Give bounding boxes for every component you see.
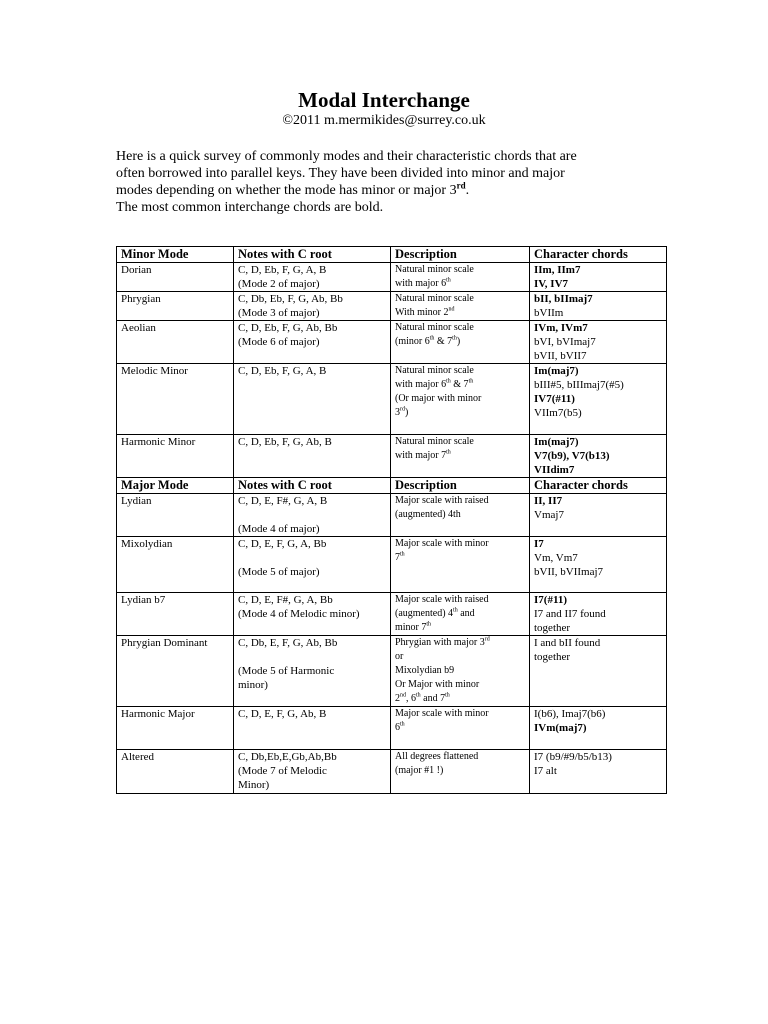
minor-header-notes: Notes with C root: [234, 247, 391, 263]
chord-line: Im(maj7): [534, 365, 579, 377]
chords-cell: [530, 537, 667, 593]
description-cell: [391, 707, 530, 750]
notes-line: (Mode 4 of Melodic minor): [238, 608, 360, 620]
ordinal-superscript: rd: [484, 636, 490, 643]
chords-cell: [530, 321, 667, 364]
description-line: [395, 664, 525, 678]
ordinal-superscript: th: [426, 621, 432, 628]
mode-name-cell: [117, 593, 234, 636]
chord-line: bVII, bVII7: [534, 350, 587, 362]
description-text: minor 7: [395, 622, 427, 633]
mode-name-cell: [117, 494, 234, 537]
description-line: [395, 292, 525, 306]
notes-line: (Mode 6 of major): [238, 336, 320, 348]
description-line: [395, 636, 525, 650]
description-text: with major 6: [395, 278, 447, 289]
notes-cell: [234, 750, 391, 794]
mode-name: Aeolian: [121, 322, 156, 334]
chord-line: together: [534, 651, 571, 663]
description-text: (Or major with minor: [395, 393, 482, 404]
notes-cell: [234, 321, 391, 364]
notes-line: C, D, Eb, F, G, Ab, B: [238, 436, 332, 448]
notes-line: C, D, E, F, G, A, Bb: [238, 538, 327, 550]
major-header-chords: Character chords: [530, 478, 667, 494]
notes-cell: [234, 364, 391, 435]
description-text: Natural minor scale: [395, 264, 474, 275]
notes-cell: [234, 263, 391, 292]
description-text: Or Major with minor: [395, 679, 480, 690]
description-cell: [391, 263, 530, 292]
description-text: 7: [395, 552, 400, 563]
minor-header-description: Description: [391, 247, 530, 263]
description-cell: [391, 494, 530, 537]
description-text: (minor 6: [395, 336, 430, 347]
description-line: [395, 435, 525, 449]
description-line: [395, 764, 525, 778]
ordinal-superscript: th: [416, 692, 421, 699]
description-line: [395, 721, 525, 735]
mode-name: Harmonic Major: [121, 708, 195, 720]
copyright-line: ©2011 m.mermikides@surrey.co.uk: [282, 113, 486, 128]
mode-name-cell: [117, 292, 234, 321]
minor-header-mode: Minor Mode: [117, 247, 234, 263]
description-line: [395, 607, 525, 621]
notes-line: C, D, E, F#, G, A, Bb: [238, 594, 333, 606]
minor-row: [117, 364, 667, 435]
mode-name-cell: [117, 364, 234, 435]
mode-name: Lydian b7: [121, 594, 166, 606]
ordinal-superscript: th: [452, 335, 457, 342]
major-row: [117, 494, 667, 537]
intro-superscript: rd: [456, 180, 466, 191]
description-line: [395, 321, 525, 335]
notes-line: C, Db, Eb, F, G, Ab, Bb: [238, 293, 343, 305]
notes-cell: [234, 636, 391, 707]
notes-spacer: [238, 508, 386, 522]
description-cell: [391, 537, 530, 593]
chord-line: IV7(#11): [534, 393, 575, 405]
minor-header-row: [117, 247, 667, 263]
notes-cell: [234, 537, 391, 593]
ordinal-superscript: th: [453, 607, 458, 614]
description-line: [395, 692, 525, 706]
description-text: (augmented) 4: [395, 608, 454, 619]
chord-line: V7(b9), V7(b13): [534, 450, 610, 462]
description-line: [395, 277, 525, 291]
description-text: All degrees flattened: [395, 751, 479, 762]
mode-name: Phrygian Dominant: [121, 637, 208, 649]
notes-line: C, Db, E, F, G, Ab, Bb: [238, 637, 338, 649]
description-text: and: [457, 608, 475, 619]
notes-cell: [234, 593, 391, 636]
notes-line: C, D, E, F#, G, A, B: [238, 495, 328, 507]
description-text: with major 7: [395, 450, 447, 461]
description-cell: [391, 636, 530, 707]
intro-line-4: The most common interchange chords are bold.: [116, 200, 384, 215]
description-line: [395, 707, 525, 721]
chord-line: I7: [534, 538, 544, 550]
description-line: [395, 392, 525, 406]
ordinal-superscript: th: [446, 378, 451, 385]
chords-cell: [530, 263, 667, 292]
notes-line: C, D, Eb, F, G, Ab, Bb: [238, 322, 338, 334]
description-cell: [391, 321, 530, 364]
chords-cell: [530, 707, 667, 750]
notes-line: Minor): [238, 779, 270, 791]
notes-line: minor): [238, 679, 268, 691]
minor-row: [117, 292, 667, 321]
notes-spacer: [238, 551, 386, 565]
ordinal-superscript: nd: [448, 306, 455, 313]
description-text: Phrygian with major 3: [395, 637, 485, 648]
notes-line: (Mode 7 of Melodic: [238, 765, 327, 777]
notes-cell: [234, 435, 391, 478]
notes-line: C, Db,Eb,E,Gb,Ab,Bb: [238, 751, 337, 763]
ordinal-superscript: th: [446, 449, 451, 456]
major-row: [117, 750, 667, 794]
minor-row: [117, 263, 667, 292]
notes-line: (Mode 5 of major): [238, 566, 320, 578]
mode-name-cell: [117, 707, 234, 750]
description-cell: [391, 750, 530, 794]
notes-line: (Mode 2 of major): [238, 278, 320, 290]
description-line: [395, 364, 525, 378]
chord-line: IV, IV7: [534, 278, 569, 290]
major-row: [117, 636, 667, 707]
description-text: Major scale with minor: [395, 708, 489, 719]
description-cell: [391, 292, 530, 321]
chord-line: bVII, bVIImaj7: [534, 566, 604, 578]
description-text: (augmented) 4th: [395, 509, 461, 520]
notes-line: C, D, Eb, F, G, A, B: [238, 264, 327, 276]
ordinal-superscript: th: [446, 277, 451, 284]
description-line: [395, 306, 525, 320]
chord-line: together: [534, 622, 571, 634]
description-line: [395, 508, 525, 522]
chords-cell: [530, 364, 667, 435]
mode-name-cell: [117, 750, 234, 794]
ordinal-superscript: th: [400, 551, 405, 558]
description-text: & 7: [450, 379, 469, 390]
chord-line: I and bII found: [534, 637, 601, 649]
minor-header-chords: Character chords: [530, 247, 667, 263]
notes-line: (Mode 4 of major): [238, 523, 320, 535]
mode-name: Lydian: [121, 495, 152, 507]
description-text: Natural minor scale: [395, 365, 474, 376]
chord-line: VIIdim7: [534, 464, 575, 476]
description-line: [395, 263, 525, 277]
description-text: Natural minor scale: [395, 322, 474, 333]
description-line: [395, 650, 525, 664]
chord-line: I7 (b9/#9/b5/b13): [534, 751, 612, 763]
description-line: [395, 551, 525, 565]
description-text: & 7: [434, 336, 453, 347]
chords-cell: [530, 593, 667, 636]
description-text: ): [456, 336, 461, 347]
description-text: and 7: [420, 693, 446, 704]
description-text: Major scale with minor: [395, 538, 489, 549]
description-text: Major scale with raised: [395, 495, 489, 506]
mode-name: Melodic Minor: [121, 365, 188, 377]
ordinal-superscript: rd: [400, 406, 405, 413]
description-cell: [391, 435, 530, 478]
intro-line-3-text: modes depending on whether the mode has minor or major 3: [116, 183, 457, 198]
description-line: [395, 537, 525, 551]
major-row: [117, 593, 667, 636]
intro-paragraph: [116, 148, 676, 216]
mode-name: Mixolydian: [121, 538, 173, 550]
chord-line: IIm, IIm7: [534, 264, 581, 276]
chord-line: I7 and II7 found: [534, 608, 606, 620]
mode-name-cell: [117, 321, 234, 364]
chord-line: bVI, bVImaj7: [534, 336, 596, 348]
modes-table-body: [117, 247, 667, 794]
major-row: [117, 537, 667, 593]
description-text: (major #1 !): [395, 765, 444, 776]
description-cell: [391, 593, 530, 636]
chord-line: bII, bIImaj7: [534, 293, 593, 305]
document-title: Modal Interchange: [298, 88, 470, 112]
description-text: 6: [395, 722, 400, 733]
description-line: [395, 750, 525, 764]
ordinal-superscript: th: [429, 335, 435, 342]
description-text: , 6: [406, 693, 416, 704]
description-line: [395, 406, 525, 420]
description-text: 2: [395, 693, 400, 704]
description-text: ): [405, 407, 409, 418]
notes-spacer: [238, 650, 386, 664]
major-header-description: Description: [391, 478, 530, 494]
chord-line: Vmaj7: [534, 509, 564, 521]
notes-line: (Mode 3 of major): [238, 307, 320, 319]
major-header-row: [117, 478, 667, 494]
description-line: [395, 678, 525, 692]
ordinal-superscript: th: [400, 721, 405, 728]
mode-name: Harmonic Minor: [121, 436, 196, 448]
chord-line: I7(#11): [534, 594, 567, 606]
notes-line: C, D, E, F, G, Ab, B: [238, 708, 327, 720]
mode-name-cell: [117, 636, 234, 707]
chord-line: I7 alt: [534, 765, 557, 777]
chord-line: Im(maj7): [534, 436, 579, 448]
intro-line-3: [116, 182, 676, 199]
chords-cell: [530, 292, 667, 321]
notes-cell: [234, 292, 391, 321]
mode-name: Altered: [121, 751, 154, 763]
chord-line: bIII#5, bIIImaj7(#5): [534, 379, 624, 391]
intro-line-3-end: .: [465, 183, 470, 198]
chords-cell: [530, 750, 667, 794]
mode-name-cell: [117, 435, 234, 478]
description-text: with major 6: [395, 379, 447, 390]
major-header-notes: Notes with C root: [234, 478, 391, 494]
notes-line: (Mode 5 of Harmonic: [238, 665, 335, 677]
chord-line: IVm(maj7): [534, 722, 587, 734]
description-text: 3: [395, 407, 400, 418]
intro-line-1: Here is a quick survey of commonly modes and their characteristic chords that are: [116, 149, 577, 164]
description-text: or: [395, 651, 404, 662]
description-line: [395, 449, 525, 463]
mode-name: Phrygian: [121, 293, 161, 305]
description-line: [395, 494, 525, 508]
description-text: Natural minor scale: [395, 293, 474, 304]
minor-row: [117, 435, 667, 478]
description-line: [395, 593, 525, 607]
major-header-mode: Major Mode: [117, 478, 234, 494]
chord-line: bVIIm: [534, 307, 564, 319]
ordinal-superscript: th: [445, 692, 450, 699]
minor-row: [117, 321, 667, 364]
chord-line: IVm, IVm7: [534, 322, 588, 334]
description-cell: [391, 364, 530, 435]
notes-line: C, D, Eb, F, G, A, B: [238, 365, 327, 377]
chords-cell: [530, 435, 667, 478]
notes-cell: [234, 707, 391, 750]
chord-line: VIIm7(b5): [534, 407, 582, 419]
chord-line: II, II7: [534, 495, 563, 507]
notes-cell: [234, 494, 391, 537]
description-text: Mixolydian b9: [395, 665, 455, 676]
chord-line: I(b6), Imaj7(b6): [534, 708, 606, 720]
major-row: [117, 707, 667, 750]
ordinal-superscript: nd: [400, 692, 406, 699]
mode-name-cell: [117, 263, 234, 292]
chord-line: Vm, Vm7: [534, 552, 578, 564]
description-text: Natural minor scale: [395, 436, 474, 447]
description-line: [395, 378, 525, 392]
description-text: Major scale with raised: [395, 594, 489, 605]
intro-line-2: often borrowed into parallel keys. They have been divided into minor and major: [116, 166, 565, 181]
modes-table: [116, 246, 667, 794]
description-line: [395, 621, 525, 635]
description-line: [395, 335, 525, 349]
ordinal-superscript: th: [468, 378, 474, 385]
chords-cell: [530, 494, 667, 537]
chords-cell: [530, 636, 667, 707]
mode-name: Dorian: [121, 264, 152, 276]
mode-name-cell: [117, 537, 234, 593]
description-text: With minor 2: [395, 307, 449, 318]
